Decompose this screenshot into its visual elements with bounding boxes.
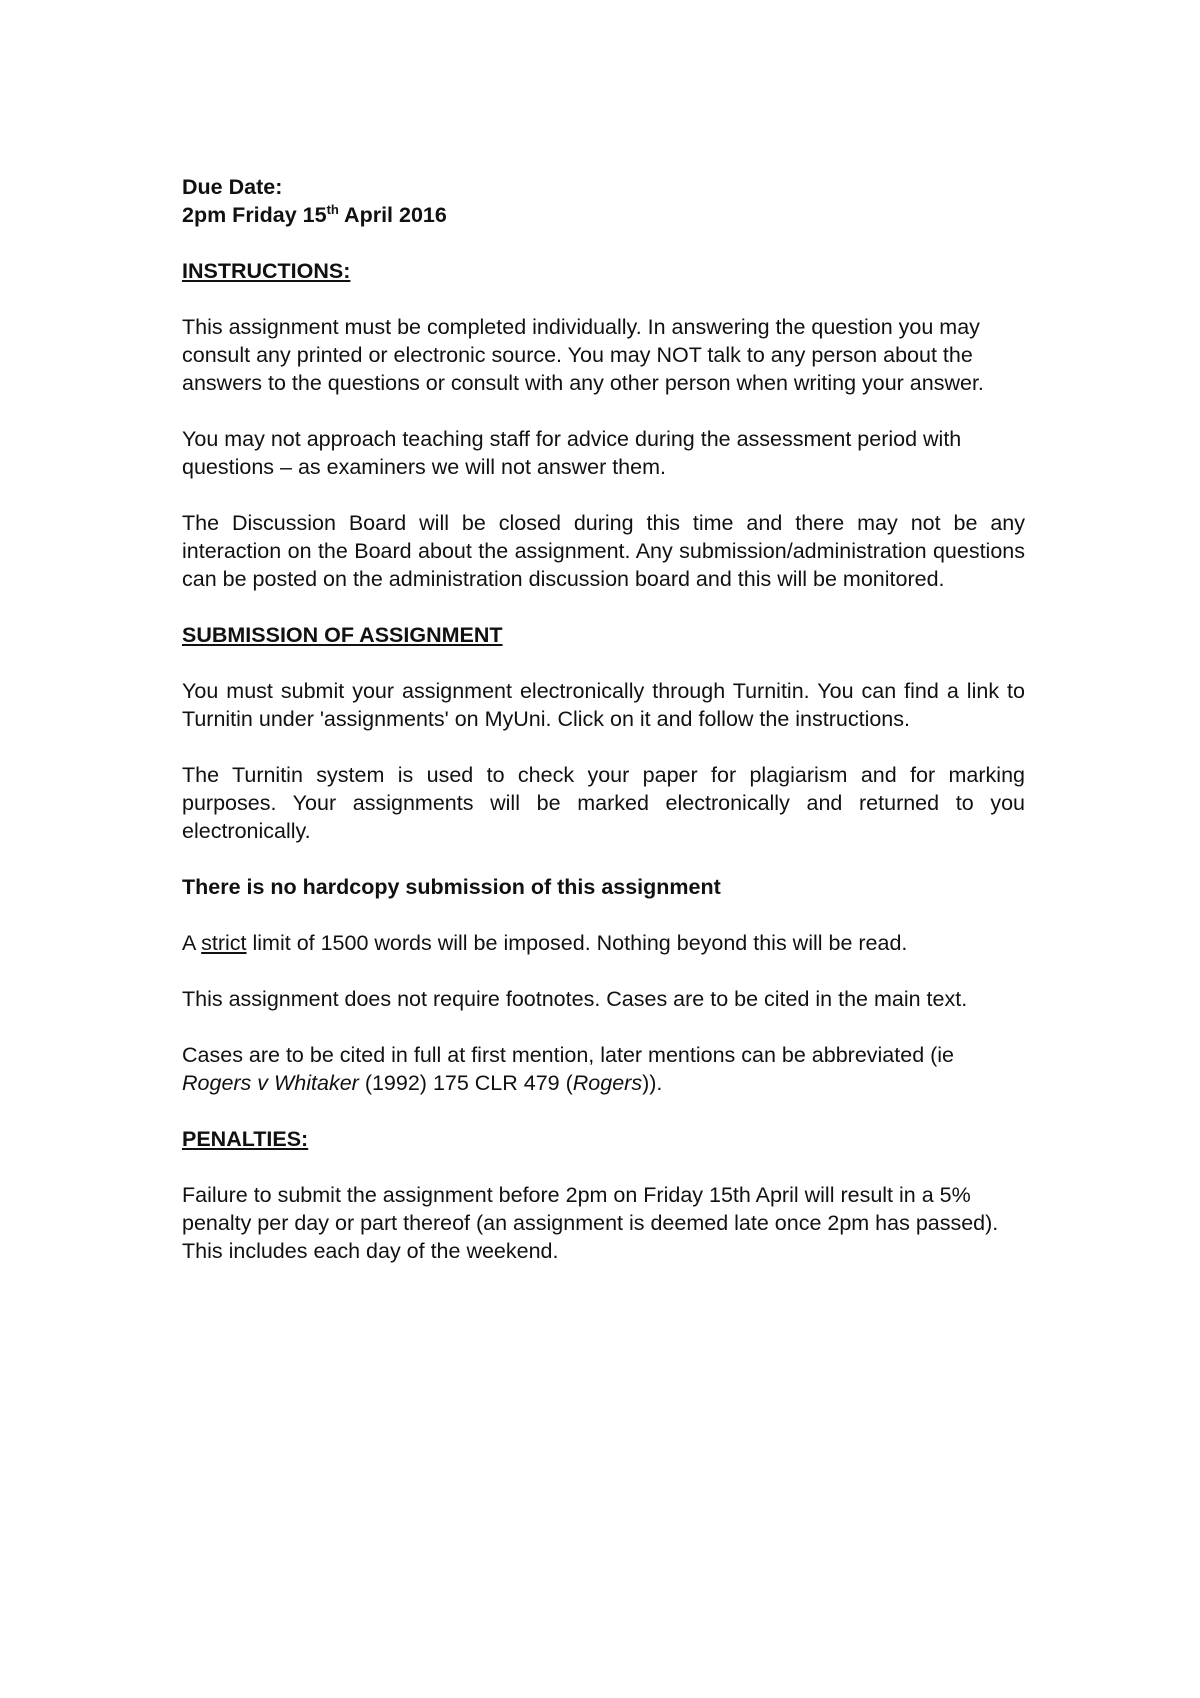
no-hardcopy-notice: There is no hardcopy submission of this assignment xyxy=(182,875,721,899)
citation-reference: (1992) 175 CLR 479 ( xyxy=(358,1071,573,1095)
document-page xyxy=(182,173,1025,1265)
submission-paragraph-marking: The Turnitin system is used to check your paper for plagiarism and for marking purposes. Your assignments will be marked electronically and returned to you electronically. xyxy=(182,763,1025,843)
instructions-paragraph-individual: This assignment must be completed individually. In answering the question you may consult any printed or electronic source. You may NOT talk to any person about the answers to the questions or consult with any other person when writing your answer. xyxy=(182,315,984,395)
instructions-paragraph-staff: You may not approach teaching staff for advice during the assessment period with questions – as examiners we will not answer them. xyxy=(182,427,962,479)
footnotes-paragraph: This assignment does not require footnotes. Cases are to be cited in the main text. xyxy=(182,987,968,1011)
due-date-value xyxy=(182,201,1025,229)
citation-end: )). xyxy=(642,1071,663,1095)
word-limit-text: limit of 1500 words will be imposed. Nothing beyond this will be read. xyxy=(246,931,908,955)
citation-text: Cases are to be cited in full at first mention, later mentions can be abbreviated (ie xyxy=(182,1043,955,1067)
instructions-paragraph-discussion-board: The Discussion Board will be closed during this time and there may not be any interaction on the Board about the assignment. Any submission/administration questions can be posted on the administration discussion board and this will be monitored. xyxy=(182,511,1025,591)
due-date-month-year: April 2016 xyxy=(338,203,447,227)
penalties-paragraph: Failure to submit the assignment before 2pm on Friday 15th April will result in a 5% penalty per day or part thereof (an assignment is deemed late once 2pm has passed). This includes each day of the weekend. xyxy=(182,1183,999,1263)
citation-paragraph xyxy=(182,1041,1025,1097)
word-limit-strict: strict xyxy=(201,931,247,955)
instructions-heading: INSTRUCTIONS: xyxy=(182,259,351,283)
due-date-ordinal: th xyxy=(326,202,339,217)
penalties-heading: PENALTIES: xyxy=(182,1127,309,1151)
due-date-text: 2pm Friday 15 xyxy=(182,203,327,227)
word-limit-paragraph xyxy=(182,929,1025,957)
submission-paragraph-turnitin: You must submit your assignment electronically through Turnitin. You can find a link to Turnitin under 'assignments' on MyUni. Click on it and follow the instructions. xyxy=(182,679,1025,731)
citation-case-name: Rogers v Whitaker xyxy=(182,1071,359,1095)
citation-short-name: Rogers xyxy=(572,1071,643,1095)
submission-heading: SUBMISSION OF ASSIGNMENT xyxy=(182,623,503,647)
due-date-label: Due Date: xyxy=(182,175,283,199)
word-limit-prefix: A xyxy=(182,931,202,955)
